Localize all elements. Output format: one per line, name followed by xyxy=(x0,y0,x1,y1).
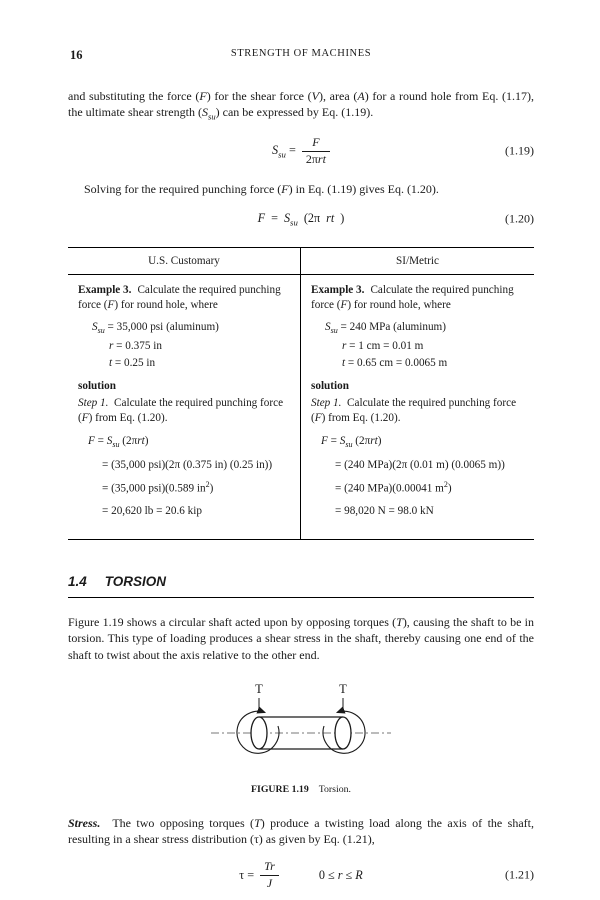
example-intro xyxy=(311,283,524,313)
math-line: = (240 MPa)(2π (0.01 m) (0.0065 m)) xyxy=(335,459,505,472)
given-line: r = 0.375 in xyxy=(109,340,162,353)
equation-1-21-body xyxy=(239,860,362,890)
paragraph-stress: Stress. The two opposing torques (T) produce a twisting load along the axis of the shaft, resulting in a shear stress distribution (τ) as given by Eq. (1.21), xyxy=(68,815,535,847)
equation-1-21 xyxy=(68,860,534,890)
step-instruction: Step 1. Calculate the required punching force (F) from Eq. (1.20). xyxy=(78,397,284,425)
torsion-shaft-diagram xyxy=(185,679,417,777)
fraction-numerator: Tr xyxy=(260,860,279,875)
given-line: $S_{su} = 35,000$ psi (aluminum) xyxy=(92,321,219,336)
equation-1-19-body xyxy=(272,136,330,166)
math-line: = (35,000 psi)(2π (0.375 in) (0.25 in)) xyxy=(102,459,273,472)
si-metric-column xyxy=(301,275,534,539)
section-heading-torsion xyxy=(68,574,534,598)
column-header-us-customary: U.S. Customary xyxy=(68,248,301,274)
math-line: = 98,020 N = 98.0 kN xyxy=(335,504,434,517)
equation-constraint: 0 ≤ r ≤ R xyxy=(318,867,363,882)
shaft-left-end xyxy=(251,717,267,749)
example-intro-text: Calculate the required punching force (F) for round hole, where xyxy=(78,284,281,312)
example-intro-text: Calculate the required punching force (F) for round hole, where xyxy=(311,284,514,312)
column-header-si-metric: SI/Metric xyxy=(396,255,439,268)
given-line: $S_{su} = 240$ MPa (aluminum) xyxy=(325,321,446,336)
torque-label-right: T xyxy=(339,681,347,696)
given-line: r = 1 cm = 0.01 m xyxy=(342,340,424,353)
math-line: $F = S_{su}$ (2πrt) xyxy=(88,435,149,450)
figure-caption xyxy=(68,784,534,795)
fraction-numerator: F xyxy=(302,136,330,151)
equation-1-20 xyxy=(68,211,534,227)
example-table-body xyxy=(68,275,534,539)
figure-label: FIGURE 1.19 xyxy=(251,783,309,795)
fraction xyxy=(260,860,279,890)
example-table xyxy=(68,247,534,540)
section-number: 1.4 xyxy=(68,573,87,589)
fraction-denominator: J xyxy=(266,875,273,890)
figure-caption-text: Torsion. xyxy=(318,783,351,795)
solution-label: solution xyxy=(311,380,349,393)
us-customary-column xyxy=(68,275,301,539)
example-label: Example 3. xyxy=(311,284,365,297)
fraction xyxy=(302,136,330,166)
paragraph-solving-for-force: Solving for the required punching force (F) in Eq. (1.19) gives Eq. (1.20). xyxy=(84,182,439,197)
example-table-header-row xyxy=(68,248,534,275)
math-line: = 20,620 lb = 20.6 kip xyxy=(102,504,202,517)
solution-label: solution xyxy=(78,380,116,393)
shaft-right-end xyxy=(335,717,351,749)
equation-number: (1.19) xyxy=(505,143,534,158)
math-line: $F = S_{su}$ (2πrt) xyxy=(321,435,382,450)
equation-number: (1.21) xyxy=(505,867,534,882)
equation-1-19 xyxy=(68,136,534,166)
step-instruction: Step 1. Calculate the required punching force (F) from Eq. (1.20). xyxy=(311,397,517,425)
fraction-denominator: 2πrt xyxy=(305,151,326,166)
section-title: TORSION xyxy=(104,573,167,589)
figure-1-19 xyxy=(68,679,534,782)
equation-1-20-body: F = $S_{su}$ (2π rt ) xyxy=(257,210,345,228)
running-head: STRENGTH OF MACHINES xyxy=(230,48,372,59)
torque-label-left: T xyxy=(255,681,263,696)
given-line: t = 0.25 in xyxy=(109,357,156,370)
equation-number: (1.20) xyxy=(505,211,534,226)
paragraph-shear-substitution: and substituting the force (F) for the shear force (V), area (A) for a round hole from Eq. (1.17), the ultimate shear strength $(S_{su})$ can be expressed by Eq. (1.19). xyxy=(68,89,535,122)
given-line: t = 0.65 cm = 0.0065 m xyxy=(342,357,448,370)
example-label: Example 3. xyxy=(78,284,132,297)
page-header xyxy=(68,48,534,64)
math-line: = (240 MPa)(0.00041 $m^2$) xyxy=(335,480,452,495)
page-number: 16 xyxy=(70,48,83,62)
math-line: = (35,000 psi)(0.589 $in^2$) xyxy=(102,480,214,495)
example-intro xyxy=(78,283,290,313)
equation-lhs: $S_{su}$ = xyxy=(272,143,296,160)
equation-lhs: τ = xyxy=(239,867,255,882)
paragraph-torsion-intro: Figure 1.19 shows a circular shaft acted upon by opposing torques (T), causing the shaft to be in torsion. This type of loading produces a shear stress in the shaft, thereby causing one end of the shaft to twist about the axis relative to the other end. xyxy=(68,614,535,662)
